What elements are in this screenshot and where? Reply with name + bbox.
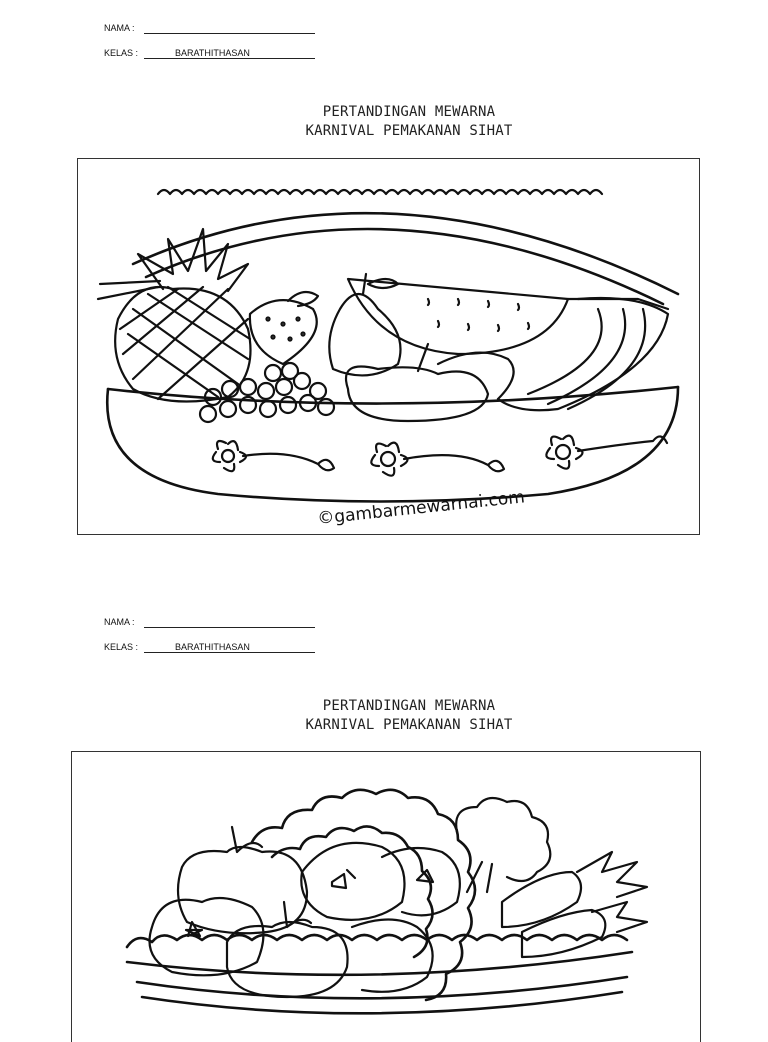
watermark-text: ©gambarmewarnai.com — [316, 487, 526, 529]
fruit-bowl-coloring-icon — [78, 159, 699, 534]
coloring-frame-1 — [77, 158, 700, 535]
kelas-label: KELAS : — [104, 48, 139, 58]
page-title-line2: KARNIVAL PEMAKANAN SIHAT — [305, 123, 513, 139]
page-title-line2: KARNIVAL PEMAKANAN SIHAT — [305, 717, 513, 733]
nama-label: NAMA : — [104, 617, 135, 627]
kelas-underline — [144, 652, 315, 653]
kelas-label: KELAS : — [104, 642, 139, 652]
nama-underline — [144, 627, 315, 628]
page-title-line1: PERTANDINGAN MEWARNA — [322, 698, 496, 714]
kelas-value: BARATHITHASAN — [175, 642, 250, 652]
kelas-value: BARATHITHASAN — [175, 48, 250, 58]
nama-label: NAMA : — [104, 23, 135, 33]
fruit-basket-coloring-icon — [72, 752, 700, 1042]
kelas-underline — [144, 58, 315, 59]
page-title-line1: PERTANDINGAN MEWARNA — [322, 104, 496, 120]
nama-underline — [144, 33, 315, 34]
coloring-frame-2 — [71, 751, 701, 1042]
